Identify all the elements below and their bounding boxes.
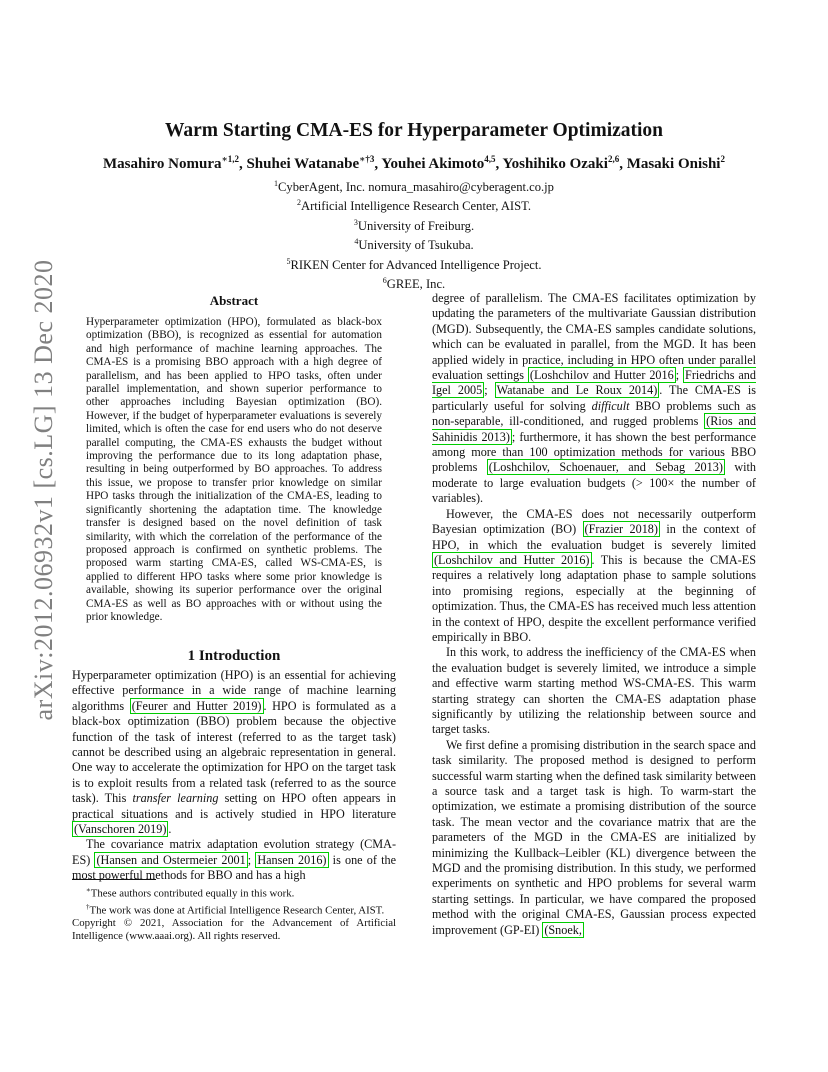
right-paragraph-2: However, the CMA-ES does not necessarily outperform Bayesian optimization (BO) (Frazier 2018) in the context of HPO, in which the evaluation budget is severely limited (Loshchilov and Hutter 2016) . This is because the CMA-ES requires a relatively long adaptation phase to sample solutions into promising regions, especially at the beginning of optimization. Thus, the CMA-ES has received much less attention in the context of HPO, despite the excellent performance verified empirically in BBO. xyxy=(432,506,757,644)
author-2: Shuhei Watanabe$^{∗\dagger 3}$ xyxy=(246,154,375,172)
affiliation-4: $^4$University of Tsukuba. xyxy=(354,237,474,253)
citation-link[interactable]: (Loshchilov and Hutter 2016 xyxy=(529,368,674,383)
affiliation-list xyxy=(0,176,828,292)
author-5: Masaki Onishi$^2$ xyxy=(626,154,725,172)
introduction-left-column xyxy=(72,668,396,884)
citation-link[interactable]: (Snoek, xyxy=(544,922,582,937)
abstract-heading: Abstract xyxy=(209,293,259,308)
affiliation-3: $^3$University of Freiburg. xyxy=(353,217,475,233)
intro-paragraph-2: The covariance matrix adaptation evolution strategy (CMA-ES) (Hansen and Ostermeier 2001 ; Hansen 2016) is one of the most powerful methods for BBO and has a high xyxy=(72,837,396,883)
abstract-body: Hyperparameter optimization (HPO), formulated as black-box optimization (BBO), is recognized as essential for automation and high performance of machine learning approaches. The CMA-ES is a promising BBO approach with a high degree of parallelism, and has been applied to HPO tasks, often under parallel implementation, and shown superior performance to other approaches including Bayesian optimization (BO). However, if the budget of hyperparameter evaluations is severely limited, which is often the case for end users who do not deserve parallel computing, the CMA-ES exhausts the budget without improving the performance due to its long adaptation phase, resulting in being outperformed by BO approaches. To address this issue, we propose to transfer prior knowledge on similar HPO tasks through the initialization of the CMA-ES, leading to significantly shortening the adaptation time. The knowledge transfer is designed based on the novel definition of task similarity, with which the correlation of the performance of the proposed approach is confirmed on synthetic problems. The proposed warm starting CMA-ES, called WS-CMA-ES, is applied to different HPO tasks where some prior knowledge is available, showing its superior performance over the original CMA-ES as well as BO approaches with or without using the prior knowledge. xyxy=(86,316,382,623)
citation-link[interactable]: (Rios and Sahinidis 2013) xyxy=(432,414,756,444)
copyright-notice: Copyright © 2021, Association for the Advancement of Artificial Intelligence (www.aaai.org). All rights reserved. xyxy=(72,917,396,943)
affiliation-6: $^6$GREE, Inc. xyxy=(382,275,446,292)
affiliation-1: $^1$CyberAgent, Inc. nomura_masahiro@cyberagent.co.jp xyxy=(274,179,554,195)
right-column xyxy=(432,291,756,938)
arxiv-identifier xyxy=(14,255,74,735)
right-paragraph-1: degree of parallelism. The CMA-ES facilitates optimization by updating the parameters of the multivariate Gaussian distribution (MGD). Subsequently, the CMA-ES samples candidate solutions, which can be evaluated in parallel, from the MGD. It has been applied widely in practice, including in HPO often under parallel evaluation settings (Loshchilov and Hutter 2016 ; Friedrichs and Igel 2005 ; Watanabe and Le Roux 2014) . The CMA-ES is particularly useful for solving difficult BBO problems such as non-separable, ill-conditioned, and rugged problems (Rios and Sahinidis 2013) ; furthermore, it has shown the best performance among more than 100 optimization methods for various BBO problems (Loshchilov, Schoenauer, and Sebag 2013) with moderate to large evaluation budgets (> 100× the number of variables). xyxy=(432,291,757,506)
author-3: Youhei Akimoto$^{4,5}$ xyxy=(381,154,496,172)
citation-link[interactable]: (Hansen and Ostermeier 2001 xyxy=(96,852,246,867)
citation-link[interactable]: (Loshchilov, Schoenauer, and Sebag 2013) xyxy=(488,460,723,475)
affiliation-5: $^5$RIKEN Center for Advanced Intelligence Project. xyxy=(286,256,542,272)
footnotes xyxy=(72,884,396,943)
citation-link[interactable]: (Vanschoren 2019) xyxy=(74,822,167,837)
paper-title: Warm Starting CMA-ES for Hyperparameter Optimization xyxy=(164,120,664,141)
citation-link[interactable]: Hansen 2016) xyxy=(257,852,327,867)
footnote-2: †The work was done at Artificial Intelligence Research Center, AIST. xyxy=(86,902,385,917)
footnote-1: ∗These authors contributed equally in this work. xyxy=(86,886,295,900)
footnote-rule xyxy=(72,879,156,880)
right-paragraph-4: We first define a promising distribution in the search space and task similarity. The proposed method is designed to perform successful warm starting when the defined task similarity between a source task and a target task is high. To warm-start the optimization, we estimate a promising distribution of the source task. The mean vector and the covariance matrix that are the parameters of the MGD in the CMA-ES are initialized by minimizing the Kullback–Leibler (KL) divergence between the MGD and the promising distribution. In this study, we performed experiments on synthetic and HPO problems for several warm starting settings. In particular, we have compared the proposed method with the original CMA-ES, Gaussian process expected improvement (GP-EI) (Snoek, xyxy=(432,737,756,937)
intro-paragraph-1: Hyperparameter optimization (HPO) is an essential for achieving effective performance in a wide range of machine learning algorithms (Feurer and Hutter 2019) . HPO is formulated as a black-box optimization (BBO) problem because the objective function of the task of interest (referred to as the target task) cannot be described using an algebraic representation in general. One way to accelerate the optimization for HPO on the target task is to exploit results from a related task (referred to as the source task). This transfer learning setting on HPO often appears in practical situations and is actively studied in HPO literature (Vanschoren 2019) . xyxy=(72,668,397,837)
citation-link[interactable]: Watanabe and Le Roux 2014) xyxy=(496,383,658,398)
citation-link[interactable]: (Feurer and Hutter 2019) xyxy=(131,698,262,713)
right-paragraph-3: In this work, to address the inefficiency of the CMA-ES when the evaluation budget is severely limited, we introduce a simple and effective warm starting method WS-CMA-ES. This warm starting strategy can shorten the CMA-ES adaptation phase significantly by utilizing the relationship between source and target tasks. xyxy=(432,645,756,737)
citation-link[interactable]: Friedrichs and Igel 2005 xyxy=(432,368,756,398)
arxiv-id-text: arXiv:2012.06932v1 [cs.LG] 13 Dec 2020 xyxy=(29,259,58,721)
author-list: Masahiro Nomura$^{∗1,2}$, Shuhei Watanabe$^{∗\dagger 3}$, Youhei Akimoto$^{4,5}$, Yoshihiko Ozaki$^{2,6}$, Masaki Onishi$^2$ xyxy=(103,154,725,172)
section-heading-introduction: 1 Introduction xyxy=(187,648,281,664)
affiliation-2: $^2$Artificial Intelligence Research Center, AIST. xyxy=(296,198,532,214)
author-1: Masahiro Nomura$^{∗1,2}$ xyxy=(103,154,239,172)
citation-link[interactable]: (Loshchilov and Hutter 2016) xyxy=(434,552,590,567)
citation-link[interactable]: (Frazier 2018) xyxy=(584,522,658,537)
author-4: Yoshihiko Ozaki$^{2,6}$ xyxy=(502,154,620,172)
